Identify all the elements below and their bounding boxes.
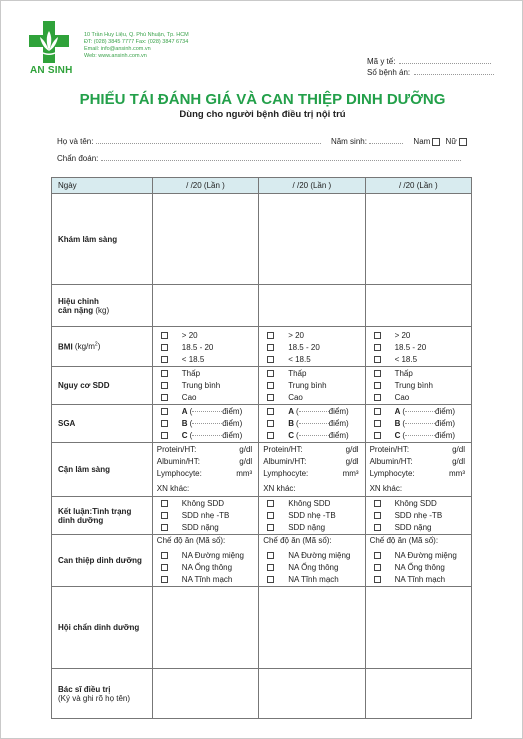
intervention-option: NA Tĩnh mạch: [288, 574, 339, 584]
intervention-checkbox[interactable]: [161, 552, 168, 559]
can-thiep-label: Can thiệp dinh dưỡng: [52, 535, 153, 587]
sga-cell: [365, 405, 471, 443]
status-checkbox[interactable]: [267, 512, 274, 519]
lab-unit: g/dl: [452, 457, 465, 466]
sga-grade: A: [394, 406, 401, 416]
so-benh-an-label: Số bệnh án:: [367, 68, 411, 77]
nguy-co-cell: [259, 367, 365, 405]
bmi-unit-sup: 2: [94, 341, 98, 348]
bmi-checkbox[interactable]: [267, 344, 274, 351]
signature-cell[interactable]: [152, 669, 258, 719]
nu-label: Nữ: [445, 137, 457, 146]
bmi-checkbox[interactable]: [374, 344, 381, 351]
status-checkbox[interactable]: [161, 524, 168, 531]
bmi-option: < 18.5: [181, 354, 205, 364]
table-row: [52, 535, 472, 587]
sga-score-field[interactable]: [299, 435, 329, 436]
kham-cell[interactable]: [259, 194, 365, 285]
hoi-chan-cell[interactable]: [152, 587, 258, 669]
lab-name: Protein/HT:: [156, 445, 197, 454]
bmi-option: 18.5 - 20: [181, 342, 214, 352]
status-option: SDD nhẹ -TB: [181, 510, 230, 520]
table-row: [52, 669, 472, 719]
nam-label: Nam: [413, 137, 431, 146]
lab-name: Protein/HT:: [369, 445, 410, 454]
status-checkbox[interactable]: [374, 512, 381, 519]
ket-luan-line1: Kết luận:Tình trạng: [58, 506, 132, 516]
ho-ten-label: Họ và tên:: [57, 137, 94, 146]
hoi-chan-label: Hội chẩn dinh dưỡng: [52, 587, 153, 669]
intervention-option: NA Ống thông: [288, 562, 339, 572]
kham-cell[interactable]: [365, 194, 471, 285]
hieu-chinh-line2: cân nặng: [58, 305, 94, 315]
an-sinh-logo-icon: [29, 21, 69, 63]
sga-unit: điểm): [328, 406, 349, 416]
risk-option: Trung bình: [288, 380, 327, 390]
intervention-checkbox[interactable]: [374, 552, 381, 559]
sga-paren: (: [189, 430, 193, 440]
lab-unit: g/dl: [239, 445, 253, 454]
ket-luan-cell: [152, 497, 258, 535]
status-option: SDD nặng: [181, 522, 219, 532]
ma-y-te-field[interactable]: [399, 63, 491, 64]
form-title: PHIẾU TÁI ĐÁNH GIÁ VÀ CAN THIỆP DINH DƯỠNG: [79, 91, 446, 108]
risk-option: Cao: [181, 392, 197, 402]
lab-unit: mm³: [236, 469, 253, 478]
nguy-co-cell: [365, 367, 471, 405]
weight-cell[interactable]: [152, 285, 258, 327]
lab-name: Albumin/HT:: [369, 457, 413, 466]
sga-score-field[interactable]: [299, 411, 329, 412]
lab-cell[interactable]: [259, 443, 365, 497]
sga-grade: B: [181, 418, 188, 428]
sga-paren: (: [295, 406, 299, 416]
lab-cell[interactable]: [365, 443, 471, 497]
nguy-co-label: Nguy cơ SDD: [52, 367, 153, 405]
date-cell[interactable]: / /20 (Lần ): [259, 178, 365, 194]
sga-unit: điểm): [435, 430, 456, 440]
intervention-checkbox[interactable]: [161, 564, 168, 571]
intervention-checkbox[interactable]: [161, 576, 168, 583]
chan-doan-field[interactable]: [101, 160, 461, 161]
sga-grade: A: [288, 406, 294, 416]
risk-option: Trung bình: [394, 380, 433, 390]
status-option: SDD nhẹ -TB: [288, 510, 336, 520]
bmi-option: 18.5 - 20: [288, 342, 320, 352]
sga-grade: B: [394, 418, 401, 428]
intervention-checkbox[interactable]: [267, 576, 274, 583]
can-thiep-cell: [365, 535, 471, 587]
bmi-unit: (kg/m: [74, 342, 95, 352]
status-option: Không SDD: [394, 498, 437, 508]
hoi-chan-cell[interactable]: [259, 587, 365, 669]
bmi-cell: [365, 327, 471, 367]
sga-grade: C: [394, 430, 401, 440]
bac-si-label: [52, 669, 153, 719]
risk-option: Trung bình: [181, 380, 221, 390]
sga-paren: (: [295, 418, 299, 428]
intervention-option: NA Tĩnh mạch: [394, 574, 446, 584]
risk-checkbox[interactable]: [374, 382, 381, 389]
bmi-option: < 18.5: [394, 354, 418, 364]
sga-paren: (: [402, 418, 406, 428]
lab-name: XN khác:: [263, 484, 296, 493]
hoi-chan-cell[interactable]: [365, 587, 471, 669]
form-subtitle: Dùng cho người bệnh điều trị nội trú: [179, 109, 346, 120]
sga-grade: B: [288, 418, 294, 428]
sga-unit: điểm): [222, 430, 243, 440]
table-row: [52, 405, 472, 443]
sga-checkbox[interactable]: [374, 408, 381, 415]
can-thiep-cell: [152, 535, 258, 587]
patient-info-row: [57, 137, 467, 146]
weight-cell[interactable]: [259, 285, 365, 327]
sga-paren: (: [189, 418, 193, 428]
bac-si-note: (Ký và ghi rõ họ tên): [58, 693, 131, 703]
bmi-option: > 20: [181, 330, 198, 340]
status-checkbox[interactable]: [161, 500, 168, 507]
ket-luan-label: [52, 497, 153, 535]
lab-name: Albumin/HT:: [263, 457, 307, 466]
sga-checkbox[interactable]: [267, 408, 274, 415]
phone-line: ĐT: (028) 3845 7777 Fax: (028) 3847 6734: [84, 39, 189, 45]
status-checkbox[interactable]: [374, 500, 381, 507]
intervention-checkbox[interactable]: [267, 552, 274, 559]
risk-checkbox[interactable]: [267, 394, 274, 401]
ket-luan-cell: [365, 497, 471, 535]
table-row: [52, 497, 472, 535]
email-line: Email: info@ansinh.com.vn: [84, 46, 151, 52]
record-ids: [367, 56, 494, 78]
risk-checkbox[interactable]: [161, 370, 168, 377]
intervention-option: NA Đường miệng: [181, 550, 244, 560]
can-lam-sang-label: Cận lâm sàng: [52, 443, 153, 497]
hieu-chinh-line1: Hiệu chỉnh: [58, 296, 99, 306]
intervention-option: NA Đường miệng: [394, 550, 457, 560]
risk-option: Thấp: [181, 368, 201, 378]
intervention-option: NA Tĩnh mạch: [181, 574, 233, 584]
lab-name: Albumin/HT:: [156, 457, 200, 466]
bmi-checkbox[interactable]: [161, 344, 168, 351]
bmi-option: 18.5 - 20: [394, 342, 427, 352]
sga-unit: điểm): [328, 430, 349, 440]
table-row: [52, 194, 472, 285]
sga-checkbox[interactable]: [267, 432, 274, 439]
nam-sinh-label: Năm sinh:: [330, 137, 367, 146]
sga-checkbox[interactable]: [374, 432, 381, 439]
sga-checkbox[interactable]: [161, 408, 168, 415]
table-row: [52, 443, 472, 497]
sga-grade: C: [288, 430, 294, 440]
bmi-label: [52, 327, 153, 367]
status-option: Không SDD: [181, 498, 225, 508]
sga-unit: điểm): [222, 406, 243, 416]
intervention-checkbox[interactable]: [374, 564, 381, 571]
date-cell[interactable]: / /20 (Lần ): [365, 178, 471, 194]
kham-cell[interactable]: [152, 194, 258, 285]
kham-lam-sang-label: Khám lâm sàng: [52, 194, 153, 285]
bmi-option: > 20: [288, 330, 304, 340]
status-option: Không SDD: [288, 498, 331, 508]
chan-doan-label: Chẩn đoán:: [57, 154, 99, 163]
lab-name: XN khác:: [369, 484, 403, 493]
sga-paren: (: [402, 406, 406, 416]
bmi-checkbox[interactable]: [161, 356, 168, 363]
lab-cell[interactable]: [152, 443, 258, 497]
bmi-text: BMI: [58, 342, 73, 352]
lab-name: Lymphocyte:: [263, 469, 309, 478]
status-option: SDD nặng: [288, 522, 326, 532]
diagnosis-row: [57, 154, 461, 163]
sga-score-field[interactable]: [405, 411, 435, 412]
table-header-row: [52, 178, 472, 194]
table-row: [52, 285, 472, 327]
lab-unit: g/dl: [345, 445, 359, 454]
sga-score-field[interactable]: [192, 435, 222, 436]
sga-label: SGA: [52, 405, 153, 443]
status-checkbox[interactable]: [267, 524, 274, 531]
ket-luan-cell: [259, 497, 365, 535]
nam-checkbox[interactable]: [432, 138, 440, 146]
sga-checkbox[interactable]: [374, 420, 381, 427]
date-cell[interactable]: / /20 (Lần ): [152, 178, 258, 194]
bmi-checkbox[interactable]: [161, 332, 168, 339]
che-do-an-label: Chế độ ăn (Mã số):: [263, 536, 332, 545]
sga-score-field[interactable]: [192, 411, 222, 412]
risk-option: Cao: [394, 392, 410, 402]
sga-cell: [259, 405, 365, 443]
sga-cell: [152, 405, 258, 443]
web-line: Web: www.ansinh.com.vn: [84, 53, 147, 59]
lab-name: Protein/HT:: [263, 445, 303, 454]
bmi-option: < 18.5: [288, 354, 311, 364]
intervention-checkbox[interactable]: [374, 576, 381, 583]
ho-ten-field[interactable]: [96, 143, 321, 144]
risk-checkbox[interactable]: [267, 382, 274, 389]
risk-checkbox[interactable]: [374, 394, 381, 401]
status-checkbox[interactable]: [374, 524, 381, 531]
weight-cell[interactable]: [365, 285, 471, 327]
nguy-co-cell: [152, 367, 258, 405]
signature-cell[interactable]: [365, 669, 471, 719]
lab-name: Lymphocyte:: [156, 469, 202, 478]
lab-unit: mm³: [342, 469, 359, 478]
status-checkbox[interactable]: [267, 500, 274, 507]
table-row: [52, 587, 472, 669]
lab-name: Lymphocyte:: [369, 469, 415, 478]
bac-si-text: Bác sĩ điều trị: [58, 684, 111, 694]
lab-unit: g/dl: [345, 457, 359, 466]
so-benh-an-field[interactable]: [414, 74, 494, 75]
sga-paren: (: [295, 430, 299, 440]
sga-score-field[interactable]: [192, 423, 222, 424]
sga-grade: C: [181, 430, 188, 440]
can-thiep-cell: [259, 535, 365, 587]
bmi-checkbox[interactable]: [374, 332, 381, 339]
address-line: 10 Trần Huy Liệu, Q. Phú Nhuận, Tp. HCM: [84, 32, 189, 38]
nu-checkbox[interactable]: [459, 138, 467, 146]
intervention-option: NA Ống thông: [181, 562, 233, 572]
bmi-unit-close: ): [97, 342, 101, 352]
assessment-table: [51, 177, 472, 719]
sga-checkbox[interactable]: [161, 420, 168, 427]
sga-score-field[interactable]: [405, 435, 435, 436]
lab-unit: g/dl: [452, 445, 465, 454]
bmi-checkbox[interactable]: [374, 356, 381, 363]
status-option: SDD nhẹ -TB: [394, 510, 443, 520]
sga-checkbox[interactable]: [267, 420, 274, 427]
risk-checkbox[interactable]: [267, 370, 274, 377]
ket-luan-line2: dinh dưỡng: [58, 515, 104, 525]
brand-name: AN SINH: [30, 65, 73, 76]
intervention-option: NA Ống thông: [394, 562, 445, 572]
che-do-an-label: Chế độ ăn (Mã số):: [369, 536, 439, 545]
table-row: [52, 367, 472, 405]
table-row: [52, 327, 472, 367]
sga-score-field[interactable]: [405, 423, 435, 424]
ngay-header: Ngày: [52, 178, 153, 194]
lab-name: XN khác:: [156, 484, 190, 493]
sga-unit: điểm): [435, 418, 456, 428]
sga-checkbox[interactable]: [161, 432, 168, 439]
bmi-option: > 20: [394, 330, 411, 340]
risk-option: Thấp: [394, 368, 413, 378]
bmi-cell: [152, 327, 258, 367]
lab-unit: g/dl: [239, 457, 253, 466]
status-option: SDD nặng: [394, 522, 432, 532]
hieu-chinh-label: [52, 285, 153, 327]
sga-paren: (: [402, 430, 406, 440]
kg-unit: (kg): [95, 305, 110, 315]
sga-paren: (: [189, 406, 193, 416]
ma-y-te-label: Mã y tế:: [367, 57, 396, 66]
sga-unit: điểm): [435, 406, 456, 416]
status-checkbox[interactable]: [161, 512, 168, 519]
risk-option: Cao: [288, 392, 303, 402]
intervention-checkbox[interactable]: [267, 564, 274, 571]
clinic-address: [84, 32, 189, 60]
intervention-option: NA Đường miệng: [288, 550, 351, 560]
che-do-an-label: Chế độ ăn (Mã số):: [156, 536, 226, 545]
sga-grade: A: [181, 406, 188, 416]
sga-unit: điểm): [328, 418, 349, 428]
risk-checkbox[interactable]: [161, 394, 168, 401]
risk-option: Thấp: [288, 368, 307, 378]
nam-sinh-field[interactable]: [369, 143, 403, 144]
bmi-checkbox[interactable]: [267, 332, 274, 339]
risk-checkbox[interactable]: [374, 370, 381, 377]
signature-cell[interactable]: [259, 669, 365, 719]
bmi-cell: [259, 327, 365, 367]
sga-unit: điểm): [222, 418, 243, 428]
sga-score-field[interactable]: [299, 423, 329, 424]
lab-unit: mm³: [449, 469, 465, 478]
bmi-checkbox[interactable]: [267, 356, 274, 363]
risk-checkbox[interactable]: [161, 382, 168, 389]
